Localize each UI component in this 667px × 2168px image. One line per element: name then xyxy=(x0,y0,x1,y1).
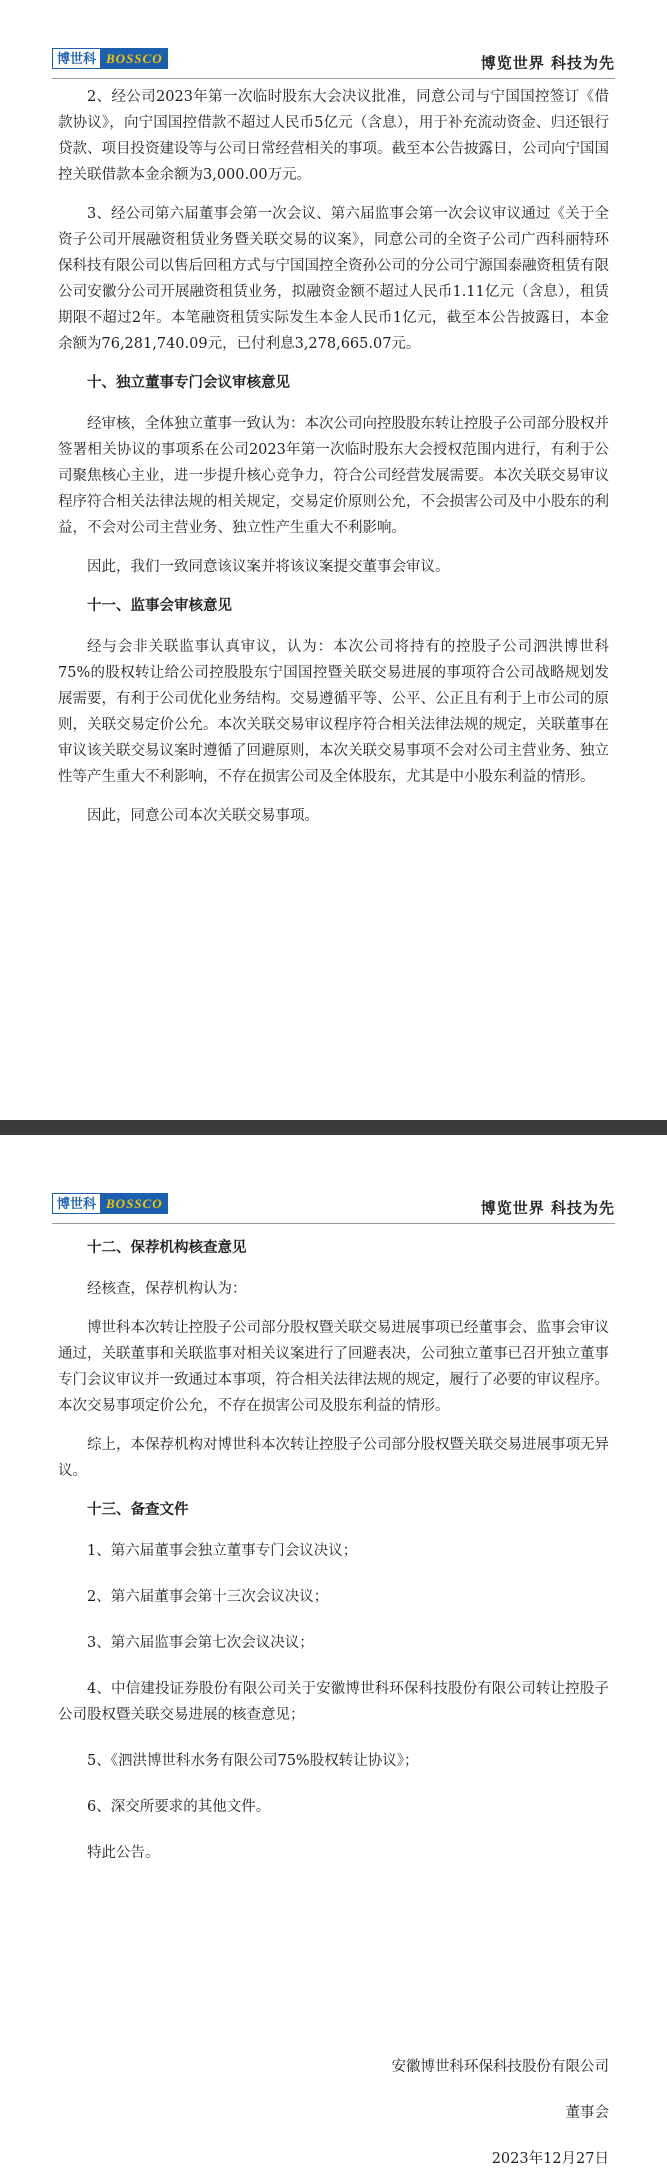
reference-document-item: 3、第六届监事会第七次会议决议； xyxy=(87,1635,314,1651)
section-11-paragraph: 经与会非关联监事认真审议，认为：本次公司将持有的控股子公司泗洪博世科75%的股权转让给公司控股股东宁国国控暨关联交易进展的事项符合公司战略规划发展需要，有利于公司优化业务结构。交易遵循平等、公平、公正且有利于上市公司的原则，关联交易定价公允。本次关联交易审议程序符合相关法律法规的规定，关联董事在审议该关联交易议案时遵循了回避原则，本次关联交易事项不会对公司主营业务、独立性等产生重大不利影响，不存在损害公司及全体股东，尤其是中小股东利益的情形。 xyxy=(58,639,609,785)
logo-english-text: BOSSCO xyxy=(101,1193,168,1214)
logo-chinese-text: 博世科 xyxy=(52,48,101,69)
page-separator xyxy=(0,1120,667,1135)
reference-document-item: 5、《泗洪博世科水务有限公司75%股权转让协议》； xyxy=(87,1753,419,1769)
page-2-body xyxy=(58,1235,609,1886)
page-header xyxy=(52,36,615,79)
section-13-heading: 十三、备查文件 xyxy=(87,1502,189,1518)
section-12-heading: 十二、保荐机构核查意见 xyxy=(87,1240,247,1256)
page-header xyxy=(52,1181,615,1224)
header-slogan: 博览世界 科技为先 xyxy=(480,54,615,72)
company-logo xyxy=(52,48,168,69)
reference-document-item: 4、中信建投证券股份有限公司关于安徽博世科环保科技股份有限公司转让控股子公司股权暨关联交易进展的核查意见； xyxy=(58,1681,609,1723)
logo-chinese-text: 博世科 xyxy=(52,1193,101,1214)
section-10-paragraph: 因此，我们一致同意该议案并将该议案提交董事会审议。 xyxy=(87,559,450,575)
paragraph-loan-agreement: 2、经公司2023年第一次临时股东大会决议批准，同意公司与宁国国控签订《借款协议》，向宁国国控借款不超过人民币5亿元（含息），用于补充流动资金、归还银行贷款、项目投资建设等与公司日常经营相关的事项。截至本公告披露日，公司向宁国国控关联借款本金余额为3,000.00万元。 xyxy=(58,89,609,183)
page-1-body xyxy=(58,84,609,842)
reference-document-item: 1、第六届董事会独立董事专门会议决议； xyxy=(87,1543,358,1559)
reference-document-item: 2、第六届董事会第十三次会议决议； xyxy=(87,1589,329,1605)
section-12-paragraph: 博世科本次转让控股子公司部分股权暨关联交易进展事项已经董事会、监事会审议通过，关联董事和关联监事对相关议案进行了回避表决，公司独立董事已召开独立董事专门会议审议并一致通过本事项，符合相关法律法规的规定，履行了必要的审议程序。本次交易事项定价公允，不存在损害公司及股东利益的情形。 xyxy=(58,1320,609,1414)
signature-board: 董事会 xyxy=(565,2105,609,2121)
company-logo xyxy=(52,1193,168,1214)
logo-english-text: BOSSCO xyxy=(101,48,168,69)
reference-document-item: 6、深交所要求的其他文件。 xyxy=(87,1799,271,1815)
closing-statement: 特此公告。 xyxy=(87,1845,160,1861)
section-11-paragraph: 因此，同意公司本次关联交易事项。 xyxy=(87,808,319,824)
signature-company: 安徽博世科环保科技股份有限公司 xyxy=(391,2059,609,2075)
section-11-heading: 十一、监事会审核意见 xyxy=(87,598,232,614)
section-12-paragraph: 综上，本保荐机构对博世科本次转让控股子公司部分股权暨关联交易进展事项无异议。 xyxy=(58,1437,609,1479)
signature-date: 2023年12月27日 xyxy=(491,2151,609,2167)
header-slogan: 博览世界 科技为先 xyxy=(480,1199,615,1217)
section-10-heading: 十、独立董事专门会议审核意见 xyxy=(87,375,290,391)
section-12-paragraph: 经核查，保荐机构认为： xyxy=(87,1281,247,1297)
document-page-2 xyxy=(0,1135,667,2167)
paragraph-finance-lease: 3、经公司第六届董事会第一次会议、第六届监事会第一次会议审议通过《关于全资子公司开展融资租赁业务暨关联交易的议案》，同意公司的全资子公司广西科丽特环保科技有限公司以售后回租方式与宁国国控全资孙公司的分公司宁源国泰融资租赁有限公司安徽分公司开展融资租赁业务，拟融资金额不超过人民币1.11亿元（含息），租赁期限不超过2年。本笔融资租赁实际发生本金人民币1亿元，截至本公告披露日，本金余额为76,281,740.09元，已付利息3,278,665.07元。 xyxy=(58,206,609,352)
section-10-paragraph: 经审核，全体独立董事一致认为：本次公司向控股股东转让控股子公司部分股权并签署相关协议的事项系在公司2023年第一次临时股东大会授权范围内进行，有利于公司聚焦核心主业，进一步提升核心竞争力，符合公司经营发展需要。本次关联交易审议程序符合相关法律法规的相关规定，交易定价原则公允，不会损害公司及中小股东的利益，不会对公司主营业务、独立性产生重大不利影响。 xyxy=(58,416,609,536)
